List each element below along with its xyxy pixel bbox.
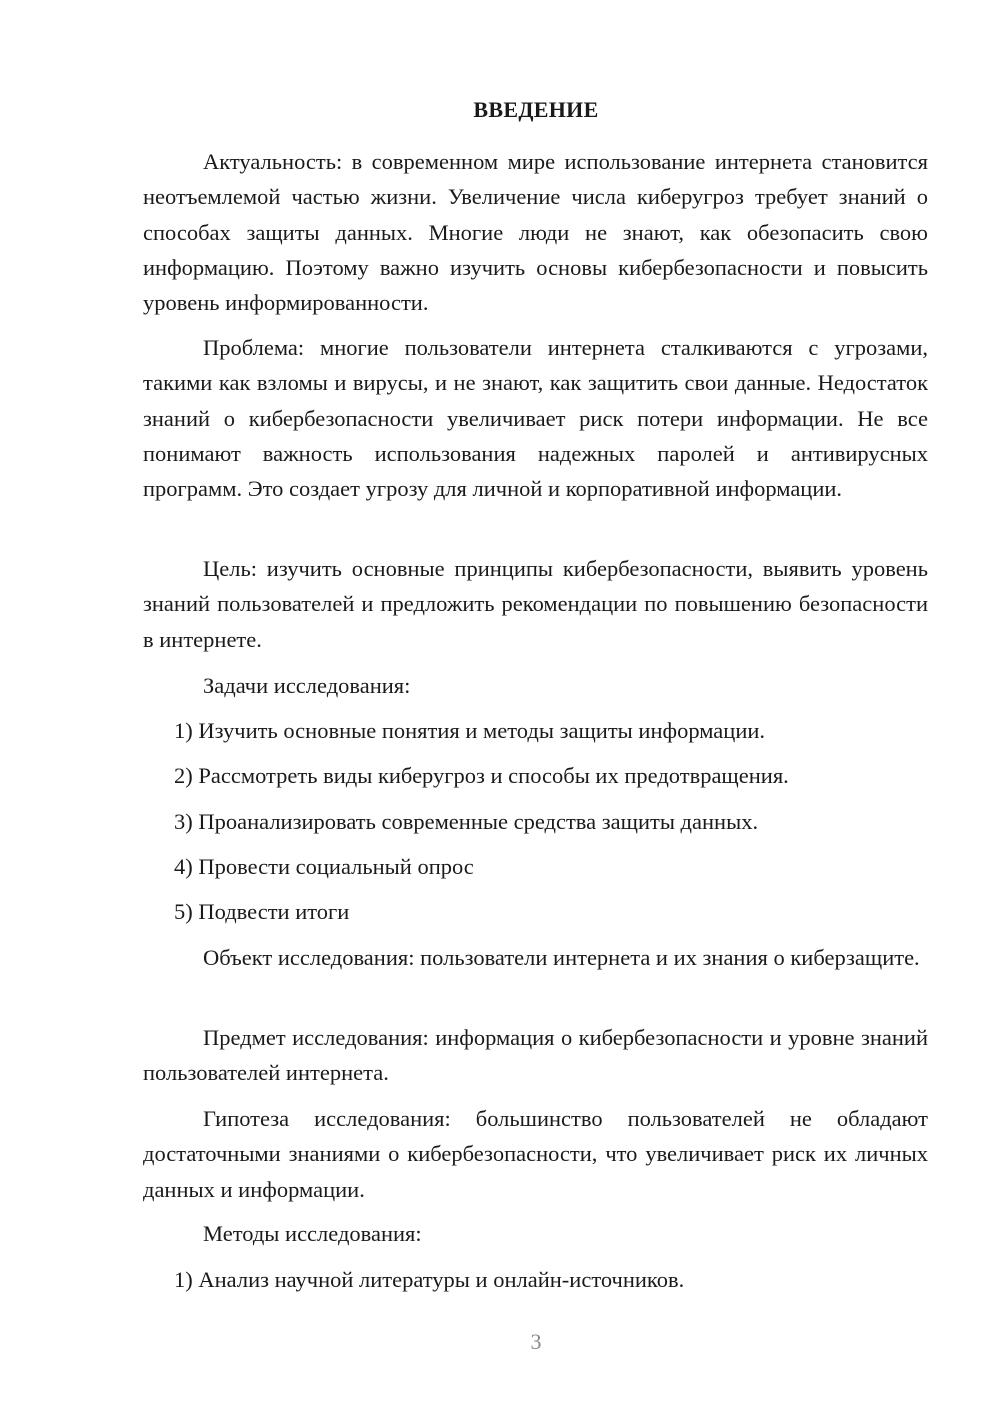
method-item-1: 1) Анализ научной литературы и онлайн-источников.	[174, 1267, 685, 1292]
tasks-heading: Задачи исследования:	[203, 673, 411, 698]
section-title: ВВЕДЕНИЕ	[473, 97, 599, 122]
page-number: 3	[530, 1329, 542, 1354]
methods-heading: Методы исследования:	[203, 1221, 422, 1246]
task-item-5: 5) Подвести итоги	[174, 899, 350, 924]
paragraph-problem: Проблема: многие пользователи интернета сталкиваются с угрозами, такими как взломы и вирусы, и не знают, как защитить свои данные. Недостаток знаний о кибербезопасности увеличивает риск потери информации. Не все понимают важность использования надежных паролей и антивирусных программ. Это создает угрозу для личной и корпоративной информации.	[143, 335, 928, 502]
paragraph-subject: Предмет исследования: информация о кибербезопасности и уровне знаний пользователей интернета.	[143, 1025, 928, 1086]
paragraph-goal: Цель: изучить основные принципы кибербезопасности, выявить уровень знаний пользователей и предложить рекомендации по повышению безопасности в интернете.	[143, 556, 928, 652]
task-item-2: 2) Рассмотреть виды киберугроз и способы их предотвращения.	[174, 763, 789, 788]
task-item-4: 4) Провести социальный опрос	[174, 854, 474, 879]
paragraph-relevance: Актуальность: в современном мире использование интернета становится неотъемлемой частью жизни. Увеличение числа киберугроз требует знаний о способах защиты данных. Многие люди не знают, как обезопасить свою информацию. Поэтому важно изучить основы кибербезопасности и повысить уровень информированности.	[143, 149, 928, 316]
paragraph-object: Объект исследования: пользователи интернета и их знания о киберзащите.	[203, 945, 920, 970]
paragraph-hypothesis: Гипотеза исследования: большинство пользователей не обладают достаточными знаниями о кибербезопасности, что увеличивает риск их личных данных и информации.	[143, 1106, 928, 1202]
task-item-3: 3) Проанализировать современные средства защиты данных.	[174, 809, 759, 834]
task-item-1: 1) Изучить основные понятия и методы защиты информации.	[174, 718, 766, 743]
